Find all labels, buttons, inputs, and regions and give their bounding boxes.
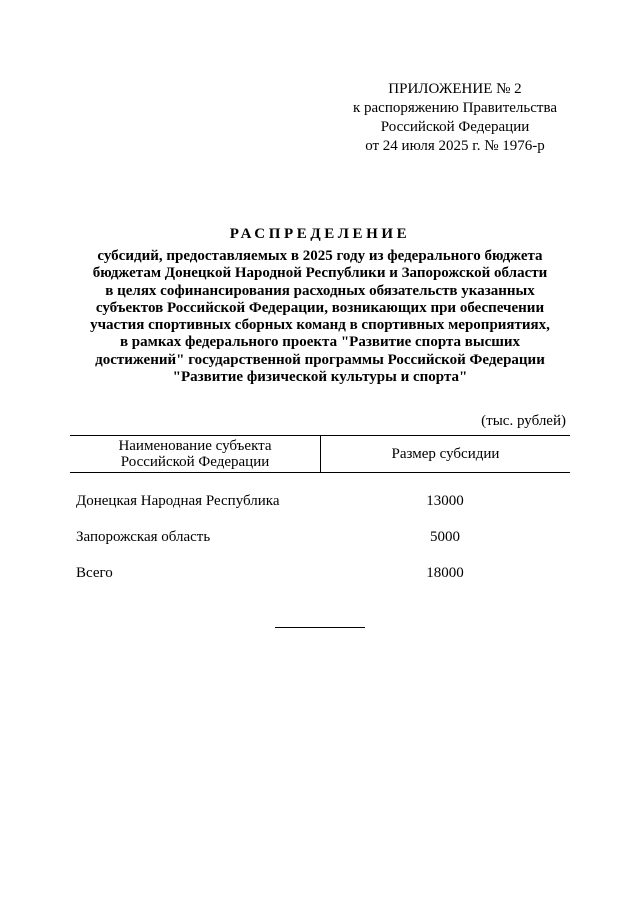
- header-subject-name: [70, 436, 321, 472]
- header-subject-line2: Российской Федерации: [120, 454, 270, 470]
- subtitle-line: "Развитие физической культуры и спорта": [172, 369, 468, 386]
- table-row: [70, 519, 570, 555]
- table-row: [70, 483, 570, 519]
- row-subject-name: Запорожская область: [76, 528, 211, 545]
- annex-order-ref: к распоряжению Правительства: [352, 100, 557, 116]
- table-header: [70, 435, 570, 473]
- annex-header: [330, 80, 580, 156]
- annex-number: ПРИЛОЖЕНИЕ № 2: [388, 81, 522, 97]
- annex-authority: Российской Федерации: [380, 119, 530, 135]
- table-row-total: [70, 555, 570, 591]
- row-subsidy-value: 5000: [430, 528, 460, 545]
- subtitle-line: участия спортивных сборных команд в спортивных мероприятиях,: [90, 317, 550, 334]
- header-subsidy-amount: Размер субсидии: [391, 446, 500, 462]
- row-subject-name: Донецкая Народная Республика: [76, 492, 280, 509]
- units-label: (тыс. рублей): [481, 413, 566, 429]
- end-divider: [275, 627, 365, 628]
- subtitle-line: в рамках федерального проекта "Развитие спорта высших: [119, 334, 521, 351]
- subtitle-line: достижений" государственной программы Российской Федерации: [95, 351, 545, 368]
- document-subtitle: [60, 248, 580, 386]
- subtitle-line: в целях софинансирования расходных обязательств указанных: [105, 282, 535, 299]
- subtitle-line: бюджетам Донецкой Народной Республики и Запорожской области: [92, 265, 548, 282]
- subtitle-line: субсидий, предоставляемых в 2025 году из федерального бюджета: [97, 248, 543, 264]
- row-total-label: Всего: [76, 564, 113, 581]
- row-subsidy-value: 13000: [426, 492, 464, 509]
- table-body: [70, 473, 570, 591]
- row-total-value: 18000: [426, 564, 464, 581]
- subtitle-line: субъектов Российской Федерации, возникающих при обеспечении: [95, 299, 545, 316]
- annex-date: от 24 июля 2025 г. № 1976-р: [365, 138, 545, 154]
- subsidy-table: [70, 435, 570, 591]
- document-title: РАСПРЕДЕЛЕНИЕ: [229, 226, 411, 242]
- header-subject-line1: Наименование субъекта: [118, 438, 272, 454]
